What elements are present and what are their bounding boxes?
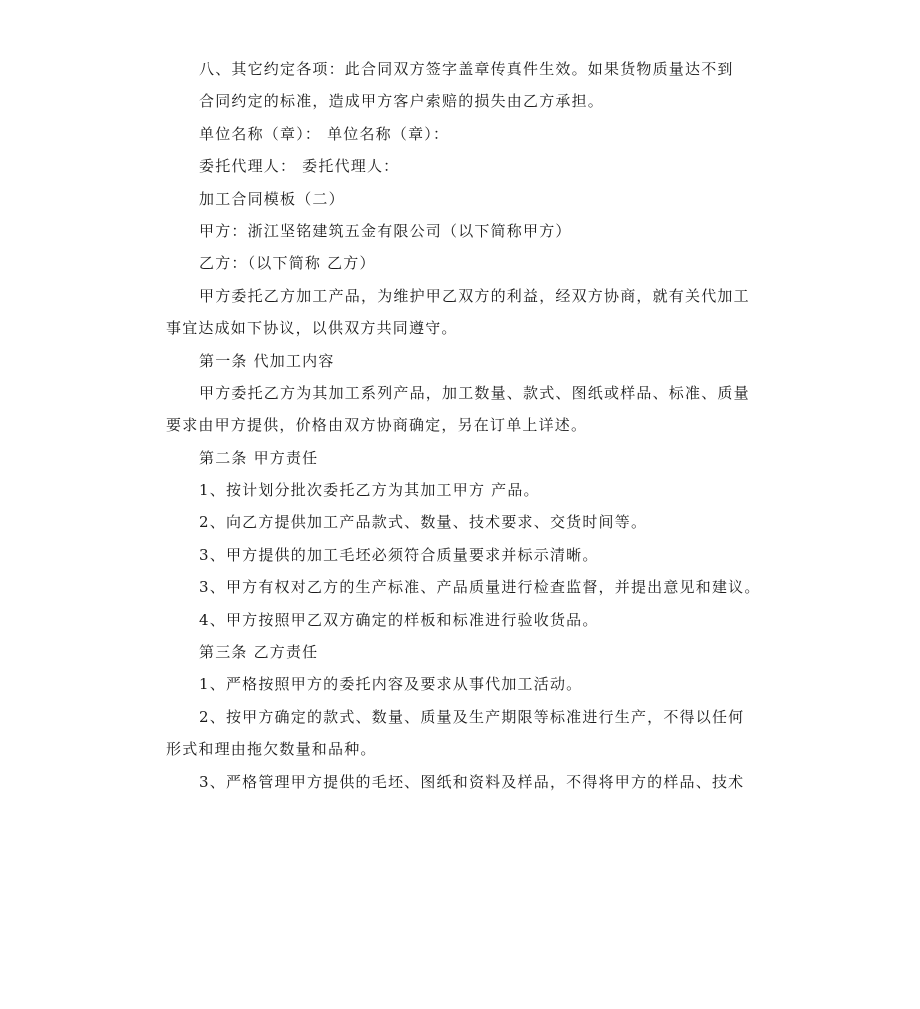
list-item: 1、按计划分批次委托乙方为其加工甲方 产品。 [199,481,540,500]
text-line: 事宜达成如下协议，以供双方共同遵守。 [166,319,458,338]
list-item: 2、向乙方提供加工产品款式、数量、技术要求、交货时间等。 [199,513,648,532]
text-line: 单位名称（章）： 单位名称（章）： [199,124,450,143]
list-item: 3、严格管理甲方提供的毛坯、图纸和资料及样品，不得将甲方的样品、技术 [199,772,745,791]
party-b-line: 乙方：（以下简称 乙方） [199,254,376,273]
contract-text [166,53,762,798]
list-item: 3、甲方提供的加工毛坯必须符合质量要求并标示清晰。 [199,545,599,564]
text-line: 八、其它约定各项：此合同双方签字盖章传真件生效。如果货物质量达不到 [199,60,734,78]
text-line: 甲方委托乙方加工产品，为维护甲乙双方的利益，经双方协商，就有关代加工 [199,286,750,305]
party-a-line: 甲方：浙江坚铭建筑五金有限公司（以下简称甲方） [199,221,572,240]
list-item: 4、甲方按照甲乙双方确定的样板和标准进行验收货品。 [199,610,599,629]
list-item: 1、严格按照甲方的委托内容及要求从事代加工活动。 [199,675,583,694]
text-line: 要求由甲方提供，价格由双方协商确定，另在订单上详述。 [166,416,588,435]
article-heading: 第三条 乙方责任 [199,643,319,662]
article-heading: 第二条 甲方责任 [199,448,319,467]
list-item: 3、甲方有权对乙方的生产标准、产品质量进行检查监督，并提出意见和建议。 [199,578,761,597]
text-line: 合同约定的标准，造成甲方客户索赔的损失由乙方承担。 [199,92,605,111]
article-heading: 第一条 代加工内容 [199,351,335,370]
text-line: 甲方委托乙方为其加工系列产品，加工数量、款式、图纸或样品、标准、质量 [199,383,750,402]
list-item: 2、按甲方确定的款式、数量、质量及生产期限等标准进行生产，不得以任何 [199,707,745,726]
text-line: 委托代理人： 委托代理人： [199,157,400,176]
text-line: 形式和理由拖欠数量和品种。 [166,740,377,759]
section-title: 加工合同模板（二） [199,189,345,208]
